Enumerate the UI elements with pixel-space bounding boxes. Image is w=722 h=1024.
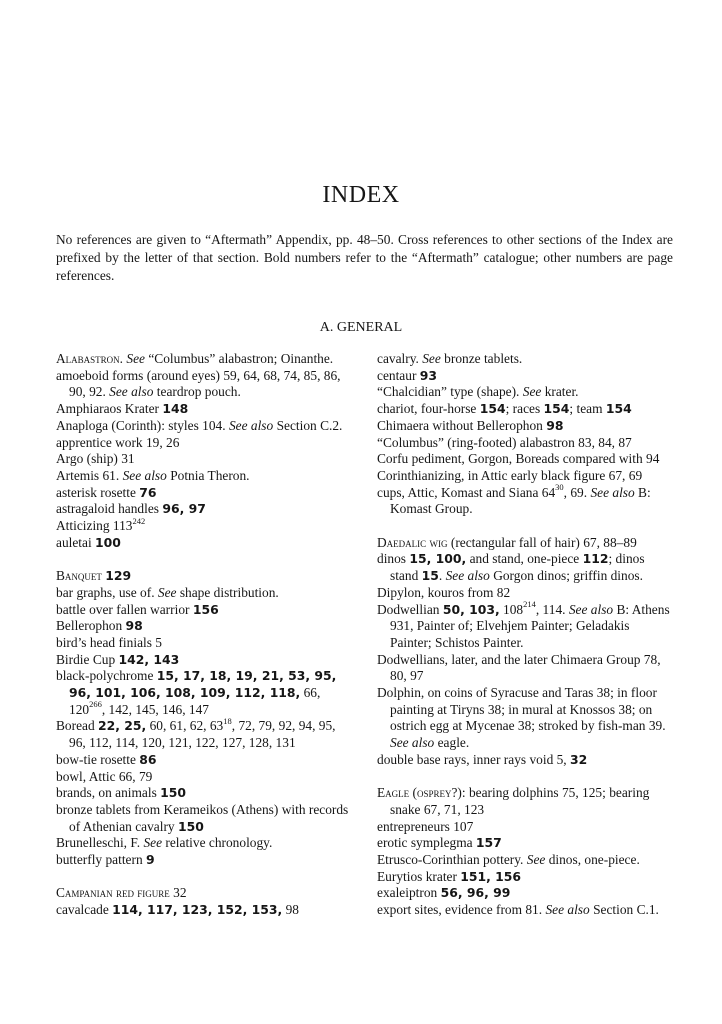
index-entry: asterisk rosette 76 (56, 484, 157, 500)
index-heading: Eagle (osprey?) (377, 785, 462, 801)
index-heading: Daedalic wig (377, 534, 448, 550)
cross-reference: See (522, 384, 542, 400)
index-entry: Alabastron. See “Columbus” alabastron; Oinanthe. (56, 351, 334, 366)
index-entry: exaleiptron 56, 96, 99 (377, 885, 511, 901)
index-heading: Banquet (56, 568, 102, 584)
index-entry: Corinthianizing, in Attic early black figure 67, 69 (377, 467, 643, 483)
index-entry: Dipylon, kouros from 82 (377, 584, 511, 600)
index-entry: bow-tie rosette 86 (56, 751, 157, 767)
index-entry: “Columbus” (ring-footed) alabastron 83, 84, 87 (377, 434, 632, 450)
index-column-left (56, 351, 352, 919)
cross-reference: See also (590, 484, 635, 500)
intro-paragraph: No references are given to “Aftermath” Appendix, pp. 48–50. Cross references to other sections of the Index are prefixed by the letter of that section. Bold numbers refer to the “Aftermath” catalogue; other numbers are page references. (56, 232, 673, 283)
catalogue-number: 142, 143 (118, 651, 180, 667)
cross-reference: See also (122, 467, 167, 483)
cross-reference: See also (545, 902, 590, 918)
index-entry: bar graphs, use of. See shape distribution. (56, 584, 279, 600)
index-entry: amoeboid forms (around eyes) 59, 64, 68, 74, 85, 86, 90, 92. See also teardrop pouch. (56, 367, 341, 400)
index-entry: Argo (ship) 31 (56, 451, 135, 467)
catalogue-number: 112 (582, 551, 609, 567)
index-entry: chariot, four-horse 154; races 154; team 154 (377, 401, 632, 417)
catalogue-number: 157 (475, 835, 502, 851)
index-entry: apprentice work 19, 26 (56, 434, 180, 450)
section-heading: A. GENERAL (319, 320, 403, 335)
cross-reference: See (157, 584, 177, 600)
index-heading: Campanian red figure (56, 885, 170, 901)
footnote-superscript: 214 (523, 599, 536, 610)
index-column-right (377, 351, 673, 919)
index-entry: astragaloid handles 96, 97 (56, 501, 206, 517)
index-entry: bird’s head finials 5 (56, 634, 162, 650)
catalogue-number: 76 (139, 484, 157, 500)
index-entry: Corfu pediment, Gorgon, Boreads compared with 94 (377, 451, 660, 467)
catalogue-number: 154 (543, 401, 570, 417)
index-entry: centaur 93 (377, 367, 437, 383)
cross-reference: See (126, 351, 145, 366)
catalogue-number: 150 (177, 818, 204, 834)
cross-reference: See also (109, 384, 154, 400)
index-entry: Dodwellians, later, and the later Chimaera Group 78, 80, 97 (377, 651, 661, 684)
catalogue-number: 86 (139, 751, 157, 767)
catalogue-number: 156 (192, 601, 219, 617)
catalogue-number: 96, 97 (162, 501, 206, 517)
catalogue-number: 32 (570, 751, 588, 767)
index-entry: export sites, evidence from 81. See also Section C.1. (377, 902, 659, 918)
index-entry: Bellerophon 98 (56, 618, 143, 634)
index-entry: Anaploga (Corinth): styles 104. See also Section C.2. (56, 417, 343, 433)
index-entry: cavalcade 114, 117, 123, 152, 153, 98 (56, 902, 299, 918)
index-entry: entrepreneurs 107 (377, 818, 474, 834)
catalogue-number: 15 (421, 568, 439, 584)
index-entry: Amphiaraos Krater 148 (56, 401, 189, 417)
index-entry: Brunelleschi, F. See relative chronology. (56, 835, 273, 851)
catalogue-number: 98 (546, 417, 564, 433)
index-entry: erotic symplegma 157 (377, 835, 502, 851)
footnote-superscript: 266 (89, 699, 102, 710)
index-entry: Etrusco-Corinthian pottery. See dinos, one-piece. (377, 852, 640, 868)
index-entry: Boread 22, 25, 60, 61, 62, $63^{18}$, 72, 79, 92, 94, 95, 96, 112, 114, 120, 121, 122, 127, 128, 131 (56, 715, 336, 751)
index-entry: butterfly pattern 9 (56, 852, 155, 868)
index-entry: black-polychrome 15, 17, 18, 19, 21, 53, 95, 96, 101, 106, 108, 109, 112, 118, 66, $120^{266}$, 142, 145, 146, 147 (56, 668, 337, 717)
index-entry (56, 568, 352, 585)
footnote-superscript: 18 (223, 715, 232, 726)
index-entry: battle over fallen warrior 156 (56, 601, 219, 617)
index-entry: auletai 100 (56, 534, 121, 550)
cross-reference: See (422, 351, 441, 366)
catalogue-number: 148 (162, 401, 189, 417)
index-entry: “Chalcidian” type (shape). See krater. (377, 384, 579, 400)
index-entry: bowl, Attic 66, 79 (56, 768, 153, 784)
index-entry: cavalry. See bronze tablets. (377, 351, 523, 366)
catalogue-number: 150 (160, 785, 187, 801)
footnote-superscript: 30 (555, 482, 564, 493)
catalogue-number: 154 (605, 401, 632, 417)
catalogue-number: 93 (419, 367, 437, 383)
catalogue-number: 15, 100, (409, 551, 467, 567)
index-entry: brands, on animals 150 (56, 785, 187, 801)
index-entry: bronze tablets from Kerameikos (Athens) with records of Athenian cavalry 150 (56, 801, 349, 834)
cross-reference: See also (445, 568, 490, 584)
index-entry: Eurytios krater 151, 156 (377, 868, 522, 884)
catalogue-number: 151, 156 (460, 868, 522, 884)
index-entry: cups, Attic, Komast and Siana $64^{30}$, 69. See also B: Komast Group. (377, 482, 651, 517)
footnote-superscript: 242 (132, 515, 146, 526)
index-entry: Eagle (osprey?): bearing dolphins 75, 125; bearing snake 67, 71, 123 (377, 785, 650, 817)
cross-reference: See (143, 835, 163, 851)
index-entry: Birdie Cup 142, 143 (56, 651, 180, 667)
index-entry: Chimaera without Bellerophon 98 (377, 417, 564, 433)
cross-reference: See also (390, 735, 435, 751)
index-entry: Daedalic wig (rectangular fall of hair) 67, 88–89 (377, 534, 637, 550)
index-entry: dinos 15, 100, and stand, one-piece 112; dinos stand 15. See also Gorgon dinos; griffin dinos. (377, 551, 645, 584)
catalogue-number: 56, 96, 99 (440, 885, 511, 901)
index-entry: double base rays, inner rays void 5, 32 (377, 751, 588, 767)
catalogue-number: 50, 103, (442, 601, 500, 617)
catalogue-number: 154 (479, 401, 506, 417)
catalogue-number: 9 (145, 852, 155, 868)
index-entry: Dolphin, on coins of Syracuse and Taras 38; in floor painting at Tiryns 38; in mural at Knossos 38; on ostrich egg at Mycenae 38; stroked by fish-man 39. See also eagle. (377, 685, 666, 751)
index-entry: Dodwellian 50, 103, $108^{214}$, 114. See also B: Athens 931, Painter of; Elvehjem Painter; Geladakis Painter; Schistos Painter. (377, 599, 670, 650)
index-entry: Artemis 61. See also Potnia Theron. (56, 467, 250, 483)
cross-reference: See also (568, 601, 614, 617)
index-heading: Alabastron. (56, 351, 124, 366)
index-entry: Atticizing $113^{242}$ (56, 515, 146, 534)
page-title: INDEX (322, 182, 400, 208)
catalogue-number: 100 (95, 534, 121, 550)
catalogue-number: 114, 117, 123, 152, 153, (112, 902, 283, 918)
catalogue-number: 129 (105, 568, 132, 584)
catalogue-number: 98 (125, 618, 143, 634)
catalogue-number: 15, 17, 18, 19, 21, 53, 95, 96, 101, 106, 108, 109, 112, 118, (69, 668, 337, 701)
index-entry: Campanian red figure 32 (56, 885, 187, 901)
cross-reference: See also (228, 417, 274, 433)
cross-reference: See (526, 852, 546, 868)
catalogue-number: 22, 25, (98, 718, 147, 734)
